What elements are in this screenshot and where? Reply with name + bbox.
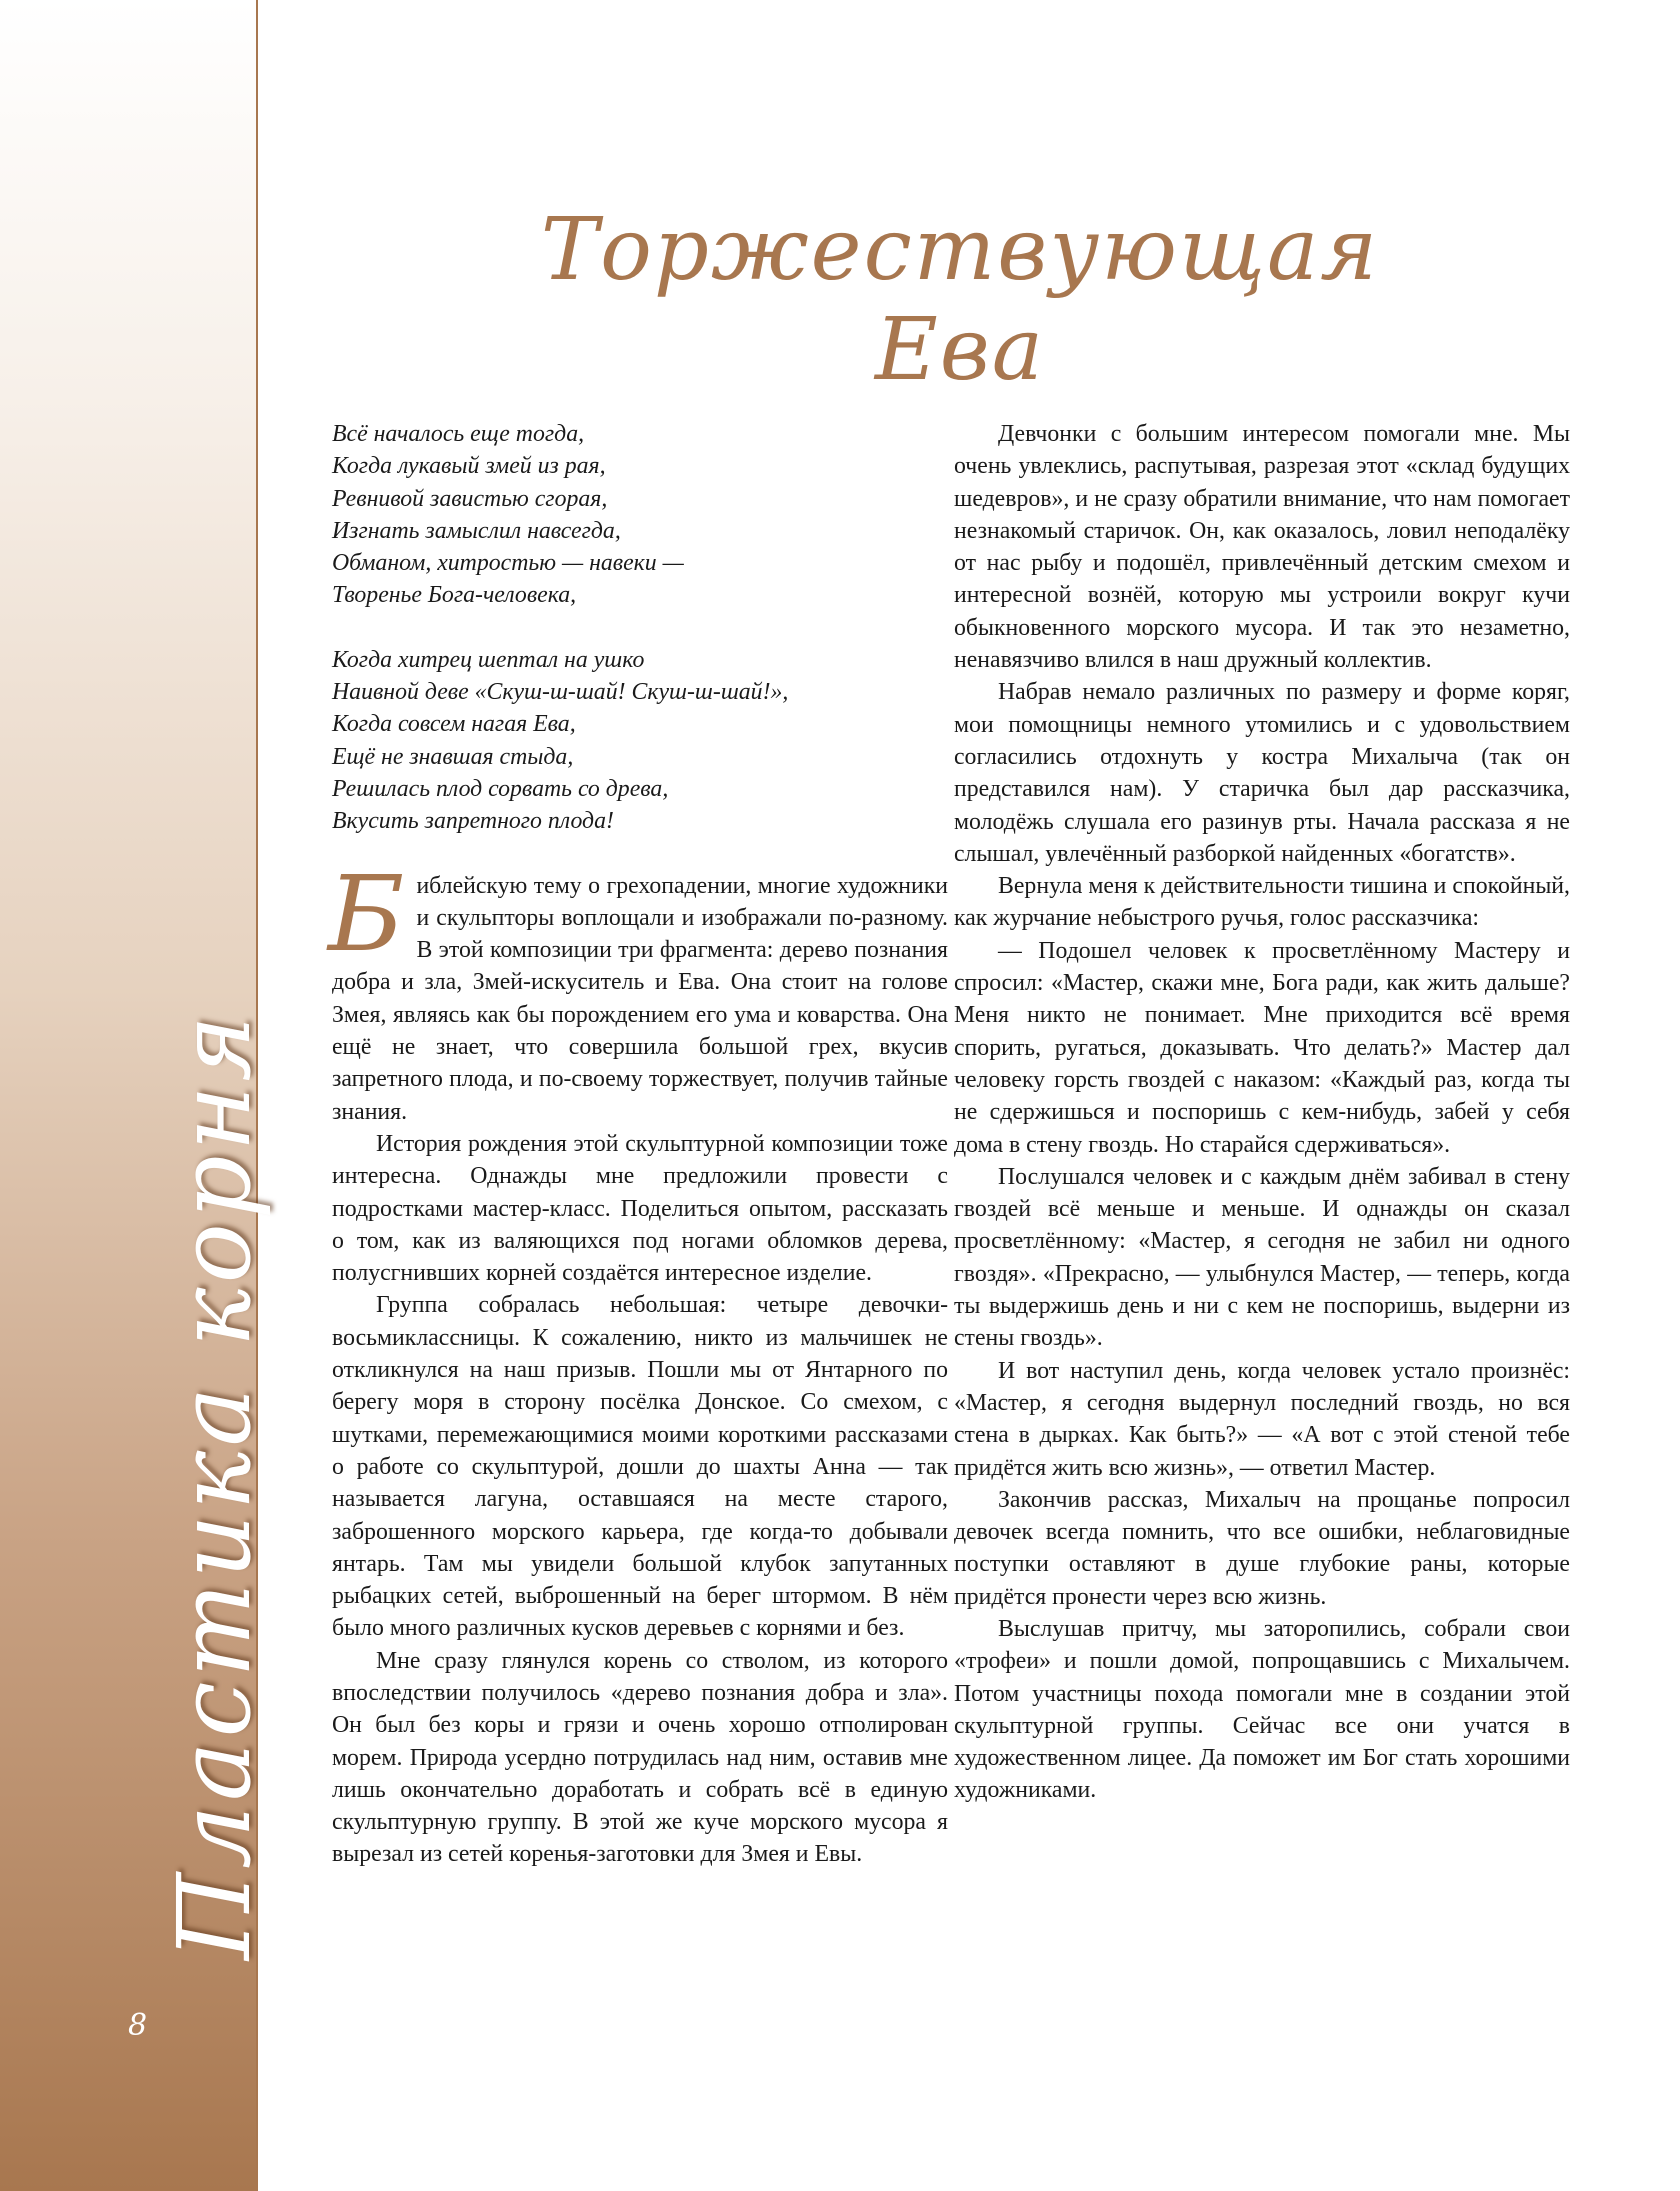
paragraph-text: иблейскую тему о грехопадении, многие художники и скульпторы воплощали и изображали по-разному. В этой композиции три фрагмента: дерево познания добра и зла, Змей-искуситель и Ева. Она стоит на голове Змея, являясь как бы порождением его ума и коварства. Она ещё не знает, что совершила большой грех, вкусив запретного плода, и по-своему торжествует, получив тайные знания. [332,872,948,1125]
poem-line: Ещё не знавшая стыда, [332,743,574,770]
paragraph: Послушался человек и с каждым днём забивал в стену гвоздей всё меньше и меньше. И однажды он сказал просветлённому: «Мастер, я сегодня не забил ни одного гвоздя». «Прекрасно, — улыбнулся Мастер, — теперь, когда ты выдержишь день и ни с кем не поспоришь, выдерни из стены гвоздь». [954,1163,1570,1352]
stanza-break [332,612,948,644]
drop-cap: Б [328,852,405,975]
page-number: 8 [128,2008,148,2043]
paragraph: И вот наступил день, когда человек устало произнёс: «Мастер, я сегодня выдернул последний гвоздь, но вся стена в дырках. Как быть?» — «А вот с этой стеной тебе придётся жить всю жизнь», — ответил Мастер. [954,1357,1570,1481]
article-title: Торжествующая Ева [540,200,1380,400]
poem-line: Вкусить запретного плода! [332,808,614,835]
poem-line: Когда хитрец шептал на ушко [332,646,645,673]
poem-line: Всё началось еще тогда, [332,421,585,447]
poem-line: Наивной деве «Скуш-ш-шай! Скуш-ш-шай!», [332,679,789,706]
paragraph: История рождения этой скульптурной композиции тоже интересна. Однажды мне предложили провести с подростками мастер-класс. Поделиться опытом, рассказать о том, как из валяющихся под ногами обломков дерева, полусгнивших корней создаётся интересное изделие. [332,1130,948,1287]
paragraph: — Подошел человек к просветлённому Мастеру и спросил: «Мастер, скажи мне, Бога ради, как жить дальше? Меня никто не понимает. Мне приходится всё время спорить, ругаться, доказывать. Что делать?» Мастер дал человеку горсть гвоздей с наказом: «Каждый раз, когда ты не сдержишься и поспоришь с кем-нибудь, забей у себя дома в стену гвоздь. Но старайся сдерживаться». [954,937,1570,1158]
paragraph: Девчонки с большим интересом помогали мне. Мы очень увлеклись, распутывая, разрезая этот «склад будущих шедевров», и не сразу обратили внимание, что нам помогает незнакомый старичок. Он, как оказалось, ловил неподалёку от нас рыбу и подошёл, привлечённый детским смехом и интересной вознёй, которую мы устроили вокруг кучи обыкновенного морского мусора. И так это незаметно, ненавязчиво влился в наш дружный коллектив. [954,421,1570,674]
section-title-text: Пластика корня [156,1011,273,1960]
paragraph: Группа собралась небольшая: четыре девочки-восьмиклассницы. К сожалению, никто из мальчишек не откликнулся на наш призыв. Пошли мы от Янтарного по берегу моря в сторону посёлка Донское. Со смехом, с шутками, перемежающимися моими короткими рассказами о работе со скульптурой, дошли до шахты Анна — так называется лагуна, оставшаяся на месте старого, заброшенного морского карьера, где когда-то добывали янтарь. Там мы увидели большой клубок запутанных рыбацких сетей, выброшенный на берег штормом. В нём было много различных кусков деревьев с корнями и без. [332,1292,948,1642]
poem-line: Обманом, хитростью — навеки — [332,550,684,577]
paragraph: Набрав немало различных по размеру и форме коряг, мои помощницы немного утомились и с удовольствием согласились отдохнуть у костра Михалыча (так он представился нам). У старичка был дар рассказчика, молодёжь слушала его разинув рты. Начала рассказа я не слышал, увлечённый разборкой найденных «богатств». [954,679,1570,867]
left-column [328,418,948,1871]
paragraph: Вернула меня к действительности тишина и спокойный, как журчание небыстрого ручья, голос рассказчика: [954,873,1570,932]
poem [332,418,948,838]
paragraph [328,852,948,1128]
poem-line: Изгнать замыслил навсегда, [332,517,621,544]
poem-line: Ревнивой завистью сгорая, [332,485,608,512]
paragraph: Мне сразу глянулся корень со стволом, из которого впоследствии получилось «дерево познания добра и зла». Он был без коры и грязи и очень хорошо отполирован морем. Природа усердно потрудилась над ним, оставив мне лишь окончательно доработать и собрать всё в единую скульптурную группу. В этой же куче морского мусора я вырезал из сетей коренья-заготовки для Змея и Евы. [332,1647,948,1868]
paragraph: Выслушав притчу, мы заторопились, собрали свои «трофеи» и пошли домой, попрощавшись с Михалычем. Потом участницы похода помогали мне в создании этой скульптурной группы. Сейчас все они учатся в художественном лицее. Да поможет им Бог стать хорошими художниками. [954,1615,1570,1804]
poem-line: Когда лукавый змей из рая, [332,453,606,480]
paragraph: Закончив рассказ, Михалыч на прощанье попросил девочек всегда помнить, что все ошибки, неблаговидные поступки оставляют в душе глубокие раны, которые придётся пронести через всю жизнь. [954,1486,1570,1610]
poem-line: Когда совсем нагая Ева, [332,711,576,738]
poem-line: Творенье Бога-человека, [332,582,577,609]
right-column [954,418,1570,1807]
poem-line: Решилась плод сорвать со древа, [332,775,669,802]
